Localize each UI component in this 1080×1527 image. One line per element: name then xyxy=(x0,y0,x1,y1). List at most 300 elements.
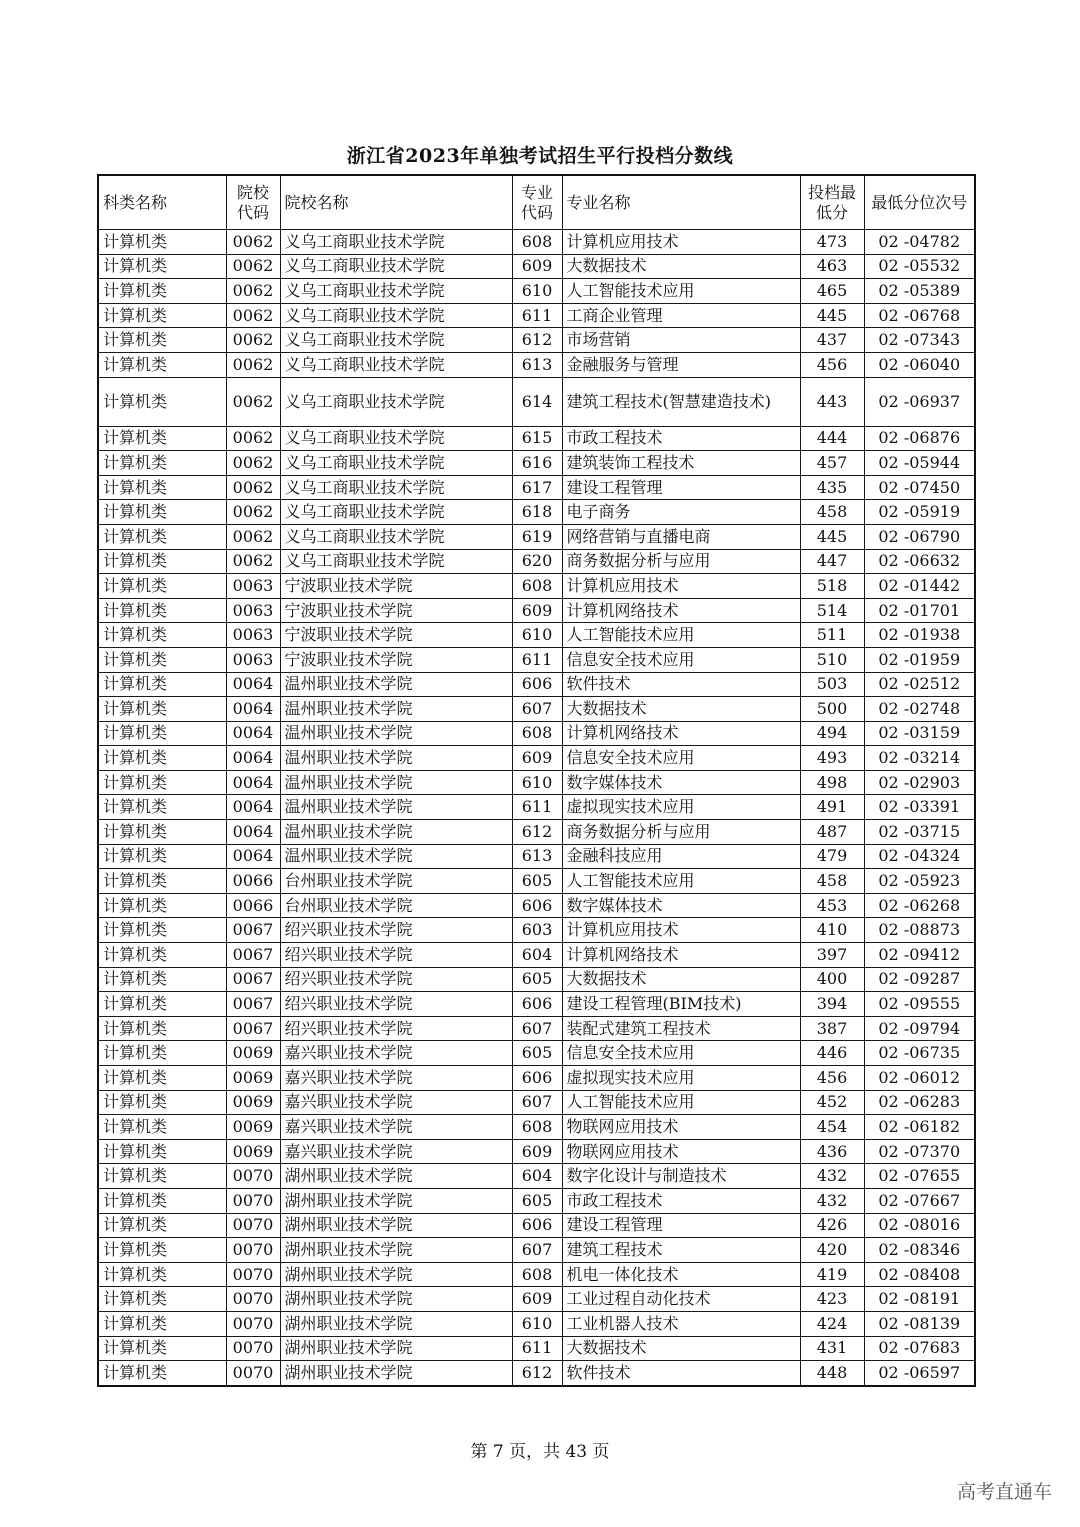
cell-school-name: 湖州职业技术学院 xyxy=(280,1311,512,1336)
cell-school-name: 嘉兴职业技术学院 xyxy=(280,1139,512,1164)
cell-school-code: 0063 xyxy=(226,647,280,672)
cell-min-rank: 02 -09412 xyxy=(864,943,975,968)
cell-min-rank: 02 -06283 xyxy=(864,1090,975,1115)
cell-min-rank: 02 -03391 xyxy=(864,795,975,820)
cell-min-rank: 02 -06876 xyxy=(864,426,975,451)
cell-min-score: 518 xyxy=(800,574,864,599)
cell-min-score: 419 xyxy=(800,1262,864,1287)
table-row xyxy=(98,352,975,377)
cell-school-code: 0062 xyxy=(226,475,280,500)
cell-min-score: 426 xyxy=(800,1213,864,1238)
cell-min-rank: 02 -08191 xyxy=(864,1287,975,1312)
cell-major-code: 605 xyxy=(512,1188,562,1213)
cell-category: 计算机类 xyxy=(98,795,226,820)
table-row xyxy=(98,795,975,820)
cell-min-rank: 02 -06937 xyxy=(864,377,975,426)
cell-school-name: 温州职业技术学院 xyxy=(280,770,512,795)
cell-school-code: 0070 xyxy=(226,1164,280,1189)
cell-school-name: 嘉兴职业技术学院 xyxy=(280,1041,512,1066)
table-row xyxy=(98,451,975,476)
cell-major-name: 建筑装饰工程技术 xyxy=(562,451,800,476)
cell-category: 计算机类 xyxy=(98,1188,226,1213)
cell-school-code: 0070 xyxy=(226,1238,280,1263)
cell-school-name: 湖州职业技术学院 xyxy=(280,1287,512,1312)
table-row xyxy=(98,549,975,574)
cell-major-code: 604 xyxy=(512,943,562,968)
cell-school-name: 义乌工商职业技术学院 xyxy=(280,549,512,574)
cell-min-rank: 02 -06768 xyxy=(864,303,975,328)
cell-school-code: 0067 xyxy=(226,943,280,968)
cell-category: 计算机类 xyxy=(98,1287,226,1312)
cell-min-score: 445 xyxy=(800,303,864,328)
cell-school-name: 宁波职业技术学院 xyxy=(280,598,512,623)
cell-category: 计算机类 xyxy=(98,377,226,426)
cell-min-score: 394 xyxy=(800,992,864,1017)
table-row xyxy=(98,303,975,328)
cell-min-score: 456 xyxy=(800,1066,864,1091)
cell-school-code: 0062 xyxy=(226,500,280,525)
cell-major-name: 物联网应用技术 xyxy=(562,1139,800,1164)
cell-major-name: 建设工程管理 xyxy=(562,1213,800,1238)
cell-min-score: 500 xyxy=(800,697,864,722)
cell-major-name: 大数据技术 xyxy=(562,1336,800,1361)
cell-major-code: 611 xyxy=(512,647,562,672)
cell-min-score: 457 xyxy=(800,451,864,476)
cell-major-code: 609 xyxy=(512,254,562,279)
cell-min-score: 436 xyxy=(800,1139,864,1164)
cell-min-score: 431 xyxy=(800,1336,864,1361)
cell-school-code: 0070 xyxy=(226,1188,280,1213)
table-row xyxy=(98,1090,975,1115)
cell-school-code: 0063 xyxy=(226,574,280,599)
table-row xyxy=(98,328,975,353)
cell-category: 计算机类 xyxy=(98,230,226,255)
cell-min-score: 424 xyxy=(800,1311,864,1336)
cell-school-name: 台州职业技术学院 xyxy=(280,893,512,918)
cell-school-code: 0062 xyxy=(226,303,280,328)
cell-school-code: 0067 xyxy=(226,967,280,992)
cell-school-name: 嘉兴职业技术学院 xyxy=(280,1115,512,1140)
table-row xyxy=(98,672,975,697)
cell-major-code: 607 xyxy=(512,1238,562,1263)
cell-school-name: 嘉兴职业技术学院 xyxy=(280,1066,512,1091)
table-row xyxy=(98,1238,975,1263)
cell-school-name: 义乌工商职业技术学院 xyxy=(280,377,512,426)
cell-major-name: 商务数据分析与应用 xyxy=(562,549,800,574)
cell-min-score: 446 xyxy=(800,1041,864,1066)
cell-category: 计算机类 xyxy=(98,1016,226,1041)
cell-major-name: 软件技术 xyxy=(562,672,800,697)
cell-category: 计算机类 xyxy=(98,943,226,968)
table-row xyxy=(98,574,975,599)
cell-major-code: 611 xyxy=(512,795,562,820)
table-row xyxy=(98,500,975,525)
table-row xyxy=(98,1041,975,1066)
cell-school-name: 绍兴职业技术学院 xyxy=(280,943,512,968)
cell-school-code: 0067 xyxy=(226,992,280,1017)
cell-min-score: 487 xyxy=(800,820,864,845)
table-row xyxy=(98,598,975,623)
cell-min-score: 452 xyxy=(800,1090,864,1115)
cell-major-name: 机电一体化技术 xyxy=(562,1262,800,1287)
score-table xyxy=(97,174,976,1387)
cell-school-code: 0062 xyxy=(226,426,280,451)
cell-min-rank: 02 -06268 xyxy=(864,893,975,918)
table-body xyxy=(98,230,975,1386)
cell-major-name: 计算机网络技术 xyxy=(562,721,800,746)
cell-school-name: 义乌工商职业技术学院 xyxy=(280,352,512,377)
table-row xyxy=(98,623,975,648)
table-row xyxy=(98,1262,975,1287)
cell-school-code: 0064 xyxy=(226,770,280,795)
cell-school-name: 温州职业技术学院 xyxy=(280,795,512,820)
cell-school-code: 0064 xyxy=(226,844,280,869)
cell-school-name: 义乌工商职业技术学院 xyxy=(280,303,512,328)
cell-category: 计算机类 xyxy=(98,524,226,549)
cell-major-name: 大数据技术 xyxy=(562,967,800,992)
cell-min-rank: 02 -08408 xyxy=(864,1262,975,1287)
cell-min-score: 465 xyxy=(800,279,864,304)
table-row xyxy=(98,1066,975,1091)
cell-category: 计算机类 xyxy=(98,328,226,353)
cell-min-rank: 02 -01938 xyxy=(864,623,975,648)
header-category: 科类名称 xyxy=(98,175,226,230)
cell-min-rank: 02 -02903 xyxy=(864,770,975,795)
cell-min-score: 400 xyxy=(800,967,864,992)
header-major-name: 专业名称 xyxy=(562,175,800,230)
cell-school-code: 0066 xyxy=(226,893,280,918)
cell-min-score: 454 xyxy=(800,1115,864,1140)
cell-category: 计算机类 xyxy=(98,574,226,599)
cell-major-name: 市场营销 xyxy=(562,328,800,353)
cell-min-rank: 02 -08139 xyxy=(864,1311,975,1336)
table-row xyxy=(98,869,975,894)
cell-school-name: 温州职业技术学院 xyxy=(280,746,512,771)
cell-min-rank: 02 -03715 xyxy=(864,820,975,845)
cell-school-code: 0062 xyxy=(226,328,280,353)
cell-major-code: 612 xyxy=(512,1361,562,1386)
header-major-code: 专业代码 xyxy=(512,175,562,230)
cell-category: 计算机类 xyxy=(98,967,226,992)
cell-school-code: 0062 xyxy=(226,549,280,574)
cell-category: 计算机类 xyxy=(98,992,226,1017)
cell-school-code: 0064 xyxy=(226,721,280,746)
cell-school-name: 温州职业技术学院 xyxy=(280,697,512,722)
cell-min-rank: 02 -07655 xyxy=(864,1164,975,1189)
cell-major-name: 人工智能技术应用 xyxy=(562,623,800,648)
cell-school-code: 0064 xyxy=(226,697,280,722)
cell-major-code: 611 xyxy=(512,303,562,328)
document-title: 浙江省2023年单独考试招生平行投档分数线 xyxy=(346,145,734,167)
cell-category: 计算机类 xyxy=(98,721,226,746)
cell-major-code: 608 xyxy=(512,1115,562,1140)
cell-major-name: 计算机应用技术 xyxy=(562,230,800,255)
cell-min-rank: 02 -09287 xyxy=(864,967,975,992)
table-row xyxy=(98,1213,975,1238)
cell-major-code: 610 xyxy=(512,1311,562,1336)
cell-school-name: 义乌工商职业技术学院 xyxy=(280,475,512,500)
cell-school-name: 宁波职业技术学院 xyxy=(280,647,512,672)
cell-school-name: 湖州职业技术学院 xyxy=(280,1361,512,1386)
cell-school-code: 0062 xyxy=(226,230,280,255)
cell-major-code: 604 xyxy=(512,1164,562,1189)
cell-min-score: 498 xyxy=(800,770,864,795)
cell-major-name: 市政工程技术 xyxy=(562,426,800,451)
cell-major-name: 建筑工程技术(智慧建造技术) xyxy=(562,377,800,426)
cell-major-name: 虚拟现实技术应用 xyxy=(562,795,800,820)
cell-major-code: 610 xyxy=(512,623,562,648)
table-row xyxy=(98,254,975,279)
cell-min-rank: 02 -09794 xyxy=(864,1016,975,1041)
cell-category: 计算机类 xyxy=(98,1361,226,1386)
cell-major-name: 信息安全技术应用 xyxy=(562,647,800,672)
cell-school-name: 义乌工商职业技术学院 xyxy=(280,426,512,451)
cell-school-name: 湖州职业技术学院 xyxy=(280,1188,512,1213)
cell-min-score: 493 xyxy=(800,746,864,771)
cell-min-rank: 02 -01959 xyxy=(864,647,975,672)
cell-min-rank: 02 -08346 xyxy=(864,1238,975,1263)
cell-min-rank: 02 -05919 xyxy=(864,500,975,525)
cell-category: 计算机类 xyxy=(98,1336,226,1361)
cell-min-rank: 02 -01442 xyxy=(864,574,975,599)
table-row xyxy=(98,1139,975,1164)
cell-school-name: 义乌工商职业技术学院 xyxy=(280,254,512,279)
cell-school-code: 0062 xyxy=(226,377,280,426)
cell-major-code: 606 xyxy=(512,1213,562,1238)
watermark: 高考直通车 xyxy=(956,1481,1052,1503)
cell-min-rank: 02 -06182 xyxy=(864,1115,975,1140)
cell-min-score: 445 xyxy=(800,524,864,549)
cell-min-rank: 02 -07450 xyxy=(864,475,975,500)
cell-major-code: 619 xyxy=(512,524,562,549)
cell-category: 计算机类 xyxy=(98,1066,226,1091)
cell-min-score: 494 xyxy=(800,721,864,746)
cell-min-rank: 02 -07370 xyxy=(864,1139,975,1164)
cell-major-code: 614 xyxy=(512,377,562,426)
table-row xyxy=(98,647,975,672)
cell-major-name: 计算机应用技术 xyxy=(562,574,800,599)
table-row xyxy=(98,893,975,918)
cell-min-rank: 02 -07667 xyxy=(864,1188,975,1213)
cell-major-name: 软件技术 xyxy=(562,1361,800,1386)
cell-school-code: 0064 xyxy=(226,795,280,820)
cell-major-code: 611 xyxy=(512,1336,562,1361)
table-row xyxy=(98,746,975,771)
cell-school-name: 绍兴职业技术学院 xyxy=(280,918,512,943)
page-footer: 第 7 页，共 43 页 xyxy=(470,1442,610,1462)
cell-category: 计算机类 xyxy=(98,1139,226,1164)
cell-school-name: 绍兴职业技术学院 xyxy=(280,967,512,992)
header-school-name: 院校名称 xyxy=(280,175,512,230)
cell-major-name: 计算机应用技术 xyxy=(562,918,800,943)
table-row xyxy=(98,820,975,845)
cell-major-code: 613 xyxy=(512,844,562,869)
cell-school-code: 0070 xyxy=(226,1287,280,1312)
cell-major-name: 装配式建筑工程技术 xyxy=(562,1016,800,1041)
table-row xyxy=(98,770,975,795)
cell-min-rank: 02 -01701 xyxy=(864,598,975,623)
cell-school-code: 0067 xyxy=(226,1016,280,1041)
cell-school-code: 0070 xyxy=(226,1311,280,1336)
cell-category: 计算机类 xyxy=(98,918,226,943)
cell-min-score: 463 xyxy=(800,254,864,279)
cell-school-code: 0062 xyxy=(226,352,280,377)
cell-school-code: 0062 xyxy=(226,524,280,549)
cell-major-code: 616 xyxy=(512,451,562,476)
cell-major-code: 609 xyxy=(512,1287,562,1312)
cell-min-rank: 02 -02512 xyxy=(864,672,975,697)
cell-min-rank: 02 -08873 xyxy=(864,918,975,943)
cell-school-name: 湖州职业技术学院 xyxy=(280,1262,512,1287)
cell-major-code: 609 xyxy=(512,1139,562,1164)
cell-major-name: 大数据技术 xyxy=(562,697,800,722)
cell-school-code: 0069 xyxy=(226,1066,280,1091)
cell-school-name: 义乌工商职业技术学院 xyxy=(280,451,512,476)
cell-school-code: 0070 xyxy=(226,1361,280,1386)
cell-category: 计算机类 xyxy=(98,844,226,869)
cell-category: 计算机类 xyxy=(98,1311,226,1336)
cell-major-code: 618 xyxy=(512,500,562,525)
cell-min-score: 443 xyxy=(800,377,864,426)
cell-major-code: 609 xyxy=(512,746,562,771)
table-row xyxy=(98,1016,975,1041)
cell-min-rank: 02 -05923 xyxy=(864,869,975,894)
cell-min-score: 410 xyxy=(800,918,864,943)
cell-major-code: 605 xyxy=(512,1041,562,1066)
cell-major-name: 数字媒体技术 xyxy=(562,893,800,918)
cell-category: 计算机类 xyxy=(98,598,226,623)
cell-major-name: 工业机器人技术 xyxy=(562,1311,800,1336)
cell-major-name: 工业过程自动化技术 xyxy=(562,1287,800,1312)
cell-school-code: 0064 xyxy=(226,672,280,697)
cell-category: 计算机类 xyxy=(98,623,226,648)
table-row xyxy=(98,1115,975,1140)
cell-min-rank: 02 -07343 xyxy=(864,328,975,353)
cell-min-rank: 02 -06597 xyxy=(864,1361,975,1386)
cell-min-score: 479 xyxy=(800,844,864,869)
cell-min-rank: 02 -06012 xyxy=(864,1066,975,1091)
cell-category: 计算机类 xyxy=(98,746,226,771)
cell-category: 计算机类 xyxy=(98,1164,226,1189)
cell-school-name: 义乌工商职业技术学院 xyxy=(280,230,512,255)
cell-min-score: 458 xyxy=(800,869,864,894)
cell-category: 计算机类 xyxy=(98,303,226,328)
cell-min-score: 437 xyxy=(800,328,864,353)
cell-min-score: 423 xyxy=(800,1287,864,1312)
table-row xyxy=(98,992,975,1017)
table-row xyxy=(98,475,975,500)
cell-major-code: 613 xyxy=(512,352,562,377)
cell-major-code: 607 xyxy=(512,1090,562,1115)
cell-min-score: 397 xyxy=(800,943,864,968)
cell-min-score: 435 xyxy=(800,475,864,500)
cell-min-rank: 02 -04782 xyxy=(864,230,975,255)
table-row xyxy=(98,230,975,255)
cell-min-score: 491 xyxy=(800,795,864,820)
cell-major-code: 606 xyxy=(512,893,562,918)
cell-major-code: 608 xyxy=(512,1262,562,1287)
cell-school-code: 0064 xyxy=(226,820,280,845)
cell-min-score: 387 xyxy=(800,1016,864,1041)
cell-min-score: 514 xyxy=(800,598,864,623)
cell-category: 计算机类 xyxy=(98,1238,226,1263)
cell-school-name: 温州职业技术学院 xyxy=(280,721,512,746)
cell-school-name: 绍兴职业技术学院 xyxy=(280,992,512,1017)
cell-major-code: 617 xyxy=(512,475,562,500)
table-row xyxy=(98,943,975,968)
cell-major-code: 610 xyxy=(512,770,562,795)
cell-min-rank: 02 -07683 xyxy=(864,1336,975,1361)
cell-school-code: 0070 xyxy=(226,1262,280,1287)
cell-major-name: 数字化设计与制造技术 xyxy=(562,1164,800,1189)
cell-min-rank: 02 -06790 xyxy=(864,524,975,549)
cell-major-name: 人工智能技术应用 xyxy=(562,279,800,304)
cell-major-name: 工商企业管理 xyxy=(562,303,800,328)
cell-min-rank: 02 -04324 xyxy=(864,844,975,869)
cell-min-rank: 02 -05944 xyxy=(864,451,975,476)
cell-major-code: 606 xyxy=(512,672,562,697)
cell-category: 计算机类 xyxy=(98,1262,226,1287)
cell-major-name: 电子商务 xyxy=(562,500,800,525)
cell-school-name: 宁波职业技术学院 xyxy=(280,574,512,599)
cell-category: 计算机类 xyxy=(98,697,226,722)
cell-school-name: 义乌工商职业技术学院 xyxy=(280,279,512,304)
cell-category: 计算机类 xyxy=(98,770,226,795)
table-row xyxy=(98,1164,975,1189)
cell-min-rank: 02 -03159 xyxy=(864,721,975,746)
cell-school-name: 湖州职业技术学院 xyxy=(280,1238,512,1263)
cell-category: 计算机类 xyxy=(98,647,226,672)
cell-category: 计算机类 xyxy=(98,279,226,304)
header-school-code: 院校代码 xyxy=(226,175,280,230)
cell-major-name: 市政工程技术 xyxy=(562,1188,800,1213)
table-row xyxy=(98,426,975,451)
cell-major-code: 608 xyxy=(512,574,562,599)
cell-category: 计算机类 xyxy=(98,1041,226,1066)
cell-min-score: 503 xyxy=(800,672,864,697)
cell-min-rank: 02 -02748 xyxy=(864,697,975,722)
table-row xyxy=(98,721,975,746)
table-header xyxy=(98,175,975,230)
cell-category: 计算机类 xyxy=(98,1213,226,1238)
cell-school-code: 0070 xyxy=(226,1213,280,1238)
cell-major-code: 606 xyxy=(512,1066,562,1091)
cell-school-name: 义乌工商职业技术学院 xyxy=(280,524,512,549)
cell-min-score: 444 xyxy=(800,426,864,451)
cell-school-code: 0069 xyxy=(226,1090,280,1115)
cell-min-rank: 02 -05532 xyxy=(864,254,975,279)
table-row xyxy=(98,1361,975,1386)
cell-min-score: 473 xyxy=(800,230,864,255)
table-row xyxy=(98,524,975,549)
cell-major-name: 金融科技应用 xyxy=(562,844,800,869)
cell-school-name: 义乌工商职业技术学院 xyxy=(280,500,512,525)
table-row xyxy=(98,279,975,304)
cell-school-code: 0069 xyxy=(226,1115,280,1140)
table-row xyxy=(98,844,975,869)
cell-min-rank: 02 -03214 xyxy=(864,746,975,771)
cell-school-code: 0062 xyxy=(226,279,280,304)
cell-major-name: 商务数据分析与应用 xyxy=(562,820,800,845)
table-row xyxy=(98,1311,975,1336)
cell-category: 计算机类 xyxy=(98,672,226,697)
cell-min-rank: 02 -06040 xyxy=(864,352,975,377)
cell-category: 计算机类 xyxy=(98,549,226,574)
cell-major-name: 物联网应用技术 xyxy=(562,1115,800,1140)
table-row xyxy=(98,967,975,992)
cell-major-code: 603 xyxy=(512,918,562,943)
cell-major-code: 609 xyxy=(512,598,562,623)
